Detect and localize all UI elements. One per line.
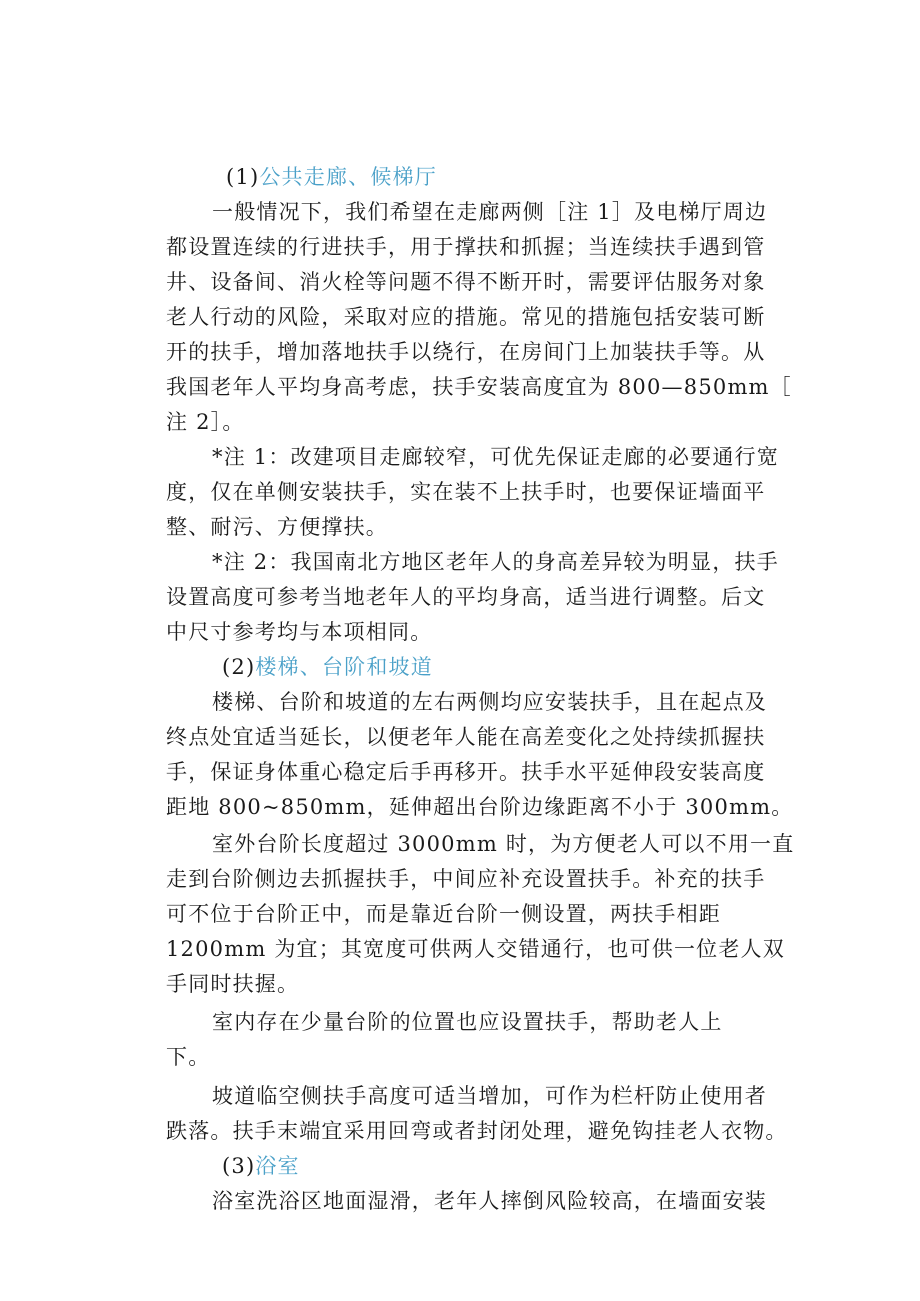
section-2-para-line: 下。	[166, 1045, 211, 1069]
section-3-heading	[222, 1152, 300, 1180]
note-2-line: 设置高度可参考当地老年人的平均身高，适当进行调整。后文	[166, 585, 766, 609]
note-2-line: *注 2：我国南北方地区老年人的身高差异较为明显，扶手	[212, 550, 779, 574]
section-1-para-line: 我国老年人平均身高考虑，扶手安装高度宜为 800—850mm［	[166, 375, 792, 399]
section-3-number: (3)	[222, 1154, 256, 1178]
note-1-line: 整、耐污、方便撑扶。	[166, 515, 388, 539]
section-3-para-line: 浴室洗浴区地面湿滑，老年人摔倒风险较高，在墙面安装	[212, 1189, 767, 1213]
section-2-para-line: 手，保证身体重心稳定后手再移开。扶手水平延伸段安装高度	[166, 760, 766, 784]
section-2-title: 楼梯、台阶和坡道	[255, 655, 433, 679]
section-2-para-line: 终点处宜适当延长，以便老年人能在高差变化之处持续抓握扶	[166, 725, 766, 749]
section-1-number: (1)	[226, 165, 260, 189]
section-2-para-line: 室内存在少量台阶的位置也应设置扶手，帮助老人上	[212, 1010, 723, 1034]
section-1-para-line: 开的扶手，增加落地扶手以绕行，在房间门上加装扶手等。从	[166, 340, 766, 364]
section-2-para-line: 走到台阶侧边去抓握扶手，中间应补充设置扶手。补充的扶手	[166, 867, 766, 891]
section-1-para-line: 一般情况下，我们希望在走廊两侧［注 1］及电梯厅周边	[212, 200, 768, 224]
section-2-para-line: 室外台阶长度超过 3000mm 时，为方便老人可以不用一直	[212, 832, 795, 856]
section-2-para-line: 跌落。扶手末端宜采用回弯或者封闭处理，避免钩挂老人衣物。	[166, 1119, 788, 1143]
note-2-line: 中尺寸参考均与本项相同。	[166, 620, 433, 644]
section-1-title: 公共走廊、候梯厅	[259, 165, 437, 189]
section-2-number: (2)	[222, 655, 256, 679]
section-2-para-line: 坡道临空侧扶手高度可适当增加，可作为栏杆防止使用者	[212, 1084, 767, 1108]
section-3-title: 浴室	[255, 1154, 300, 1178]
section-1-heading	[226, 163, 437, 191]
section-2-para-line: 手同时扶握。	[166, 972, 300, 996]
section-2-heading	[222, 653, 433, 681]
section-2-para-line: 楼梯、台阶和坡道的左右两侧均应安装扶手，且在起点及	[212, 690, 767, 714]
section-1-para-line: 都设置连续的行进扶手，用于撑扶和抓握；当连续扶手遇到管	[166, 235, 766, 259]
section-2-para-line: 距地 800~850mm，延伸超出台阶边缘距离不小于 300mm。	[166, 795, 794, 819]
section-1-para-line: 井、设备间、消火栓等问题不得不断开时，需要评估服务对象	[166, 270, 766, 294]
note-1-line: *注 1：改建项目走廊较窄，可优先保证走廊的必要通行宽	[212, 445, 779, 469]
note-1-line: 度，仅在单侧安装扶手，实在装不上扶手时，也要保证墙面平	[166, 480, 766, 504]
section-2-para-line: 1200mm 为宜；其宽度可供两人交错通行，也可供一位老人双	[166, 937, 785, 961]
section-2-para-line: 可不位于台阶正中，而是靠近台阶一侧设置，两扶手相距	[166, 902, 721, 926]
section-1-para-line: 注 2］。	[166, 410, 245, 434]
section-1-para-line: 老人行动的风险，采取对应的措施。常见的措施包括安装可断	[166, 305, 766, 329]
